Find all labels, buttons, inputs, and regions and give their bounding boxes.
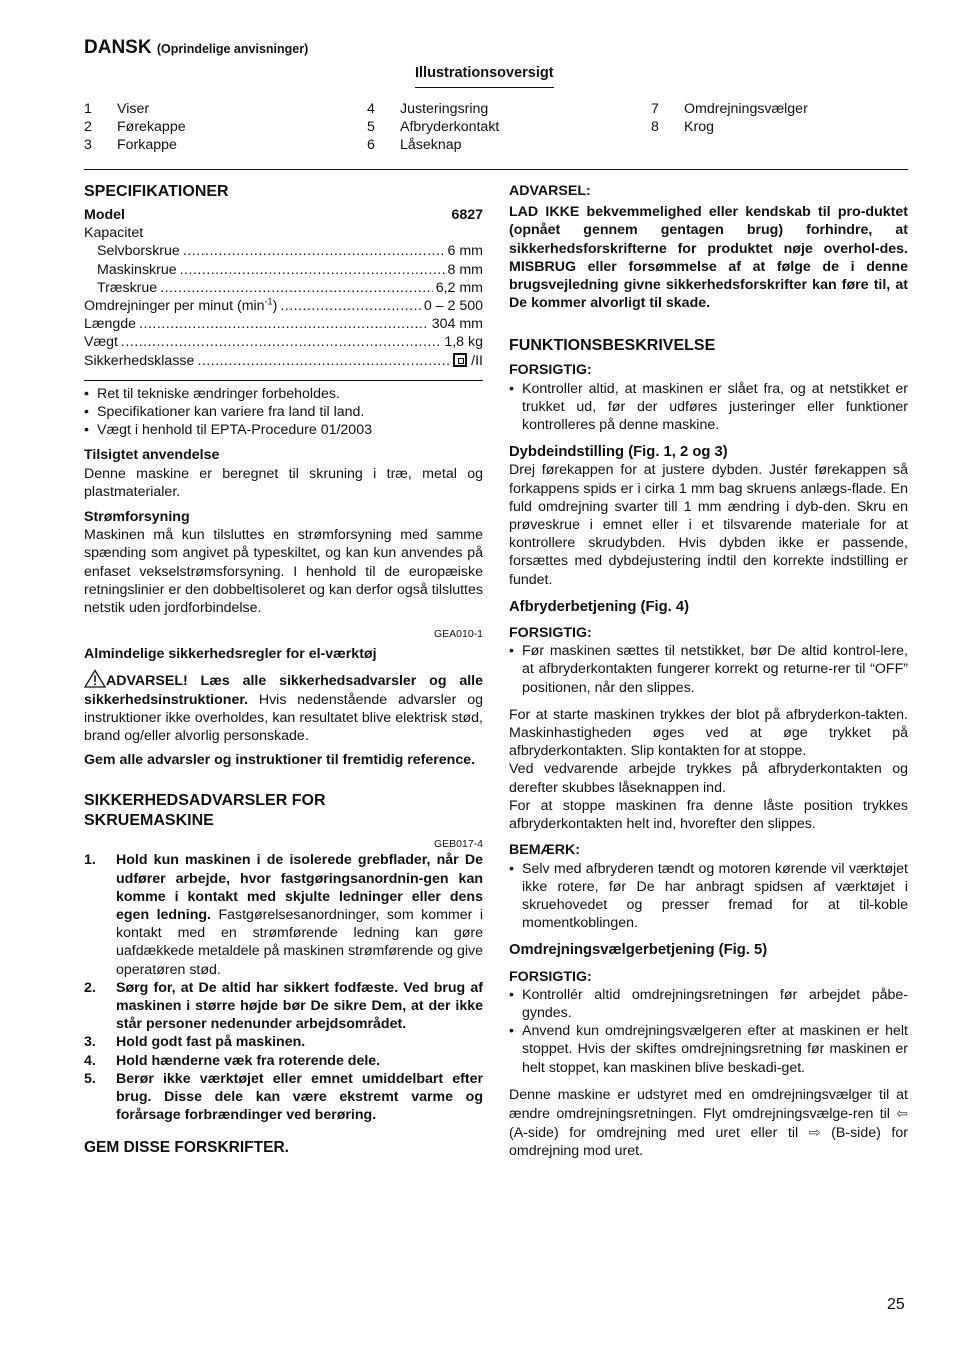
spec-row-traeskrue	[84, 279, 483, 297]
left-column	[84, 182, 483, 1158]
leader-dots	[160, 279, 433, 297]
legend-label: Justeringsring	[400, 101, 489, 117]
legend-column-3	[651, 100, 808, 136]
legend-item	[367, 118, 499, 136]
list-item: 2. Sørg for, at De altid har sikkert fodfæste. Ved brug af maskinen i større højde bør De sikre Dem, at der ikke står personer nedenunder arbejdsområdet.	[84, 979, 483, 1033]
list-item: 1. Hold kun maskinen i de isolerede grebflader, når De udfører arbejde, hvor fastgøringsanordnin-gen kan komme i kontakt med skjulte ledninger eller dens egen ledning. Fastgørelsesanordninger, som kommer i kontakt med en strømførende ledning kan gøre uafdækkede metaldele på maskinen strømførende og give operatøren stød.	[84, 852, 483, 978]
legend-number: 3	[84, 137, 92, 153]
divider	[84, 169, 908, 170]
legend-number: 5	[367, 119, 375, 135]
caution-item: • Anvend kun omdrejningsvælgeren efter at maskinen er helt stoppet. Hvis der skiftes omdrejningsretning før maskinen er helt stoppet, kan maskinen blive beskadi-get.	[509, 1022, 908, 1077]
legend-label: Låseknap	[400, 137, 462, 153]
depth-title: Dybdeindstilling (Fig. 1, 2 og 3)	[509, 444, 728, 461]
spec-label: Længde	[84, 316, 137, 333]
spec-label	[84, 297, 277, 315]
spec-label: Maskinskrue	[97, 261, 177, 278]
spec-row-maskinskrue	[84, 261, 483, 279]
reverse-text: Denne maskine er udstyret med en omdrejningsvælger til at ændre omdrejningsretningen. Flyt omdrejningsvælge-ren til	[509, 1086, 908, 1122]
legend-item	[84, 100, 186, 118]
spec-value: 304 mm	[431, 316, 483, 333]
spec-row-selvborskrue	[84, 242, 483, 260]
spec-note: • Specifikationer kan variere fra land til land.	[84, 403, 483, 421]
spec-row-vaegt	[84, 333, 483, 351]
language-title: DANSK	[84, 37, 152, 58]
switch-paragraph: For at stoppe maskinen fra denne låste position trykkes afbryderkontakten helt ind, hvorefter den slippes.	[509, 797, 908, 833]
model-label: Model	[84, 207, 125, 223]
legend-item	[651, 100, 808, 118]
legend-number: 6	[367, 137, 375, 153]
spec-value: 0 – 2 500	[423, 297, 483, 314]
rpm-label-end: )	[272, 297, 278, 314]
general-safety-title: Almindelige sikkerhedsregler for el-værktøj	[84, 646, 377, 663]
leader-dots	[197, 352, 450, 370]
spec-row-laengde	[84, 315, 483, 333]
illustration-overview-title: Illustrationsoversigt	[415, 64, 554, 88]
title-line: SKRUEMASKINE	[84, 812, 214, 830]
spec-title: SPECIFIKATIONER	[84, 183, 229, 200]
leader-dots	[121, 333, 441, 351]
spec-value: 8 mm	[447, 261, 483, 278]
leader-dots	[183, 242, 445, 260]
screwdriver-safety-title	[84, 791, 483, 831]
legend-item	[367, 136, 499, 154]
legend-label: Krog	[684, 119, 714, 135]
reverse-title: Omdrejningsvælgerbetjening (Fig. 5)	[509, 942, 768, 959]
legend-label: Viser	[117, 101, 150, 117]
warning-text: LAD IKKE bekvemmelighed eller kendskab til pro-duktet (opnået gennem gentagen brug) forhindre, at sikkerhedsforskrifterne for produktet nøje overhol-des. MISBRUG eller forsømmelse af at følge de i denne brugsvejledning givne sikkerhedsforskrifter kan føre til, at De kommer alvorligt til skade.	[509, 204, 908, 312]
caution-item: • Kontrollér altid omdrejningsretningen før arbejdet påbe-gyndes.	[509, 986, 908, 1022]
leader-dots	[180, 261, 445, 279]
leader-dots	[280, 297, 421, 315]
intended-use-title: Tilsigtet anvendelse	[84, 447, 220, 464]
legend-column-2	[367, 100, 499, 154]
spec-value: 1,8 kg	[444, 334, 483, 351]
spec-label: Selvborskrue	[97, 243, 180, 260]
switch-paragraph: For at starte maskinen trykkes der blot på afbryderkon-takten. Maskinhastigheden øges ved at øge trykket på afbryderkontakten. Slip kontakten for at stoppe.	[509, 706, 908, 760]
warning-bold: ADVARSEL! Læs alle sikkerhedsadvarsler og alle sikkerhedsinstruktioner.	[84, 673, 483, 708]
legend-number: 2	[84, 119, 92, 135]
depth-text: Drej førekappen for at justere dybden. Justér førekappen så forkappens spids er i cirka 1 mm bag skruens anlægs-flade. En fuld omdrejning svarter till 1 mm ændring i dyb-den. Skru en prøveskrue i emnet eller i et tilsvarende materiale for at kontrollere skrudybden. Hvis dybden ikke er passende, forsættes med dybdejustering indtil den korrekte indstilling er fundet.	[509, 462, 908, 588]
item-text: Fastgørelsesanordninger, som kommer i kontakt med en strømførende ledning kan gøre uafdækkede metaldele på maskinen strømførende og give operatøren stød.	[116, 906, 483, 978]
legend-number: 1	[84, 101, 92, 117]
spec-label: Sikkerhedsklasse	[84, 352, 195, 369]
power-supply-text: Maskinen må kun tilsluttes en strømforsyning med samme spænding som angivet på typeskiltet, og kan kun anvendes på enfaset vekselstrømsforsyning. I henhold til de europæiske retningslinier er den dobbeltisoleret og kan derfor også tilsluttes netstik uden jordforbindelse.	[84, 527, 483, 616]
legend-number: 4	[367, 101, 375, 117]
right-column	[509, 182, 908, 1161]
keep-instructions: Gem alle advarsler og instruktioner til fremtidig reference.	[84, 752, 476, 769]
legend-column-1	[84, 100, 186, 154]
model-row	[84, 206, 483, 224]
reverse-paragraph	[509, 1086, 908, 1161]
document-code: GEB017-4	[433, 838, 483, 851]
spec-value: 6,2 mm	[435, 279, 483, 296]
spec-row-sikkerhedsklasse	[84, 352, 483, 370]
model-value: 6827	[451, 207, 483, 223]
item-text: Hold godt fast på maskinen.	[116, 1034, 306, 1051]
legend-label: Førekappe	[117, 119, 186, 135]
legend-label: Omdrejningsvælger	[684, 101, 808, 117]
spec-note: • Vægt i henhold til EPTA-Procedure 01/2003	[84, 421, 483, 439]
page-header	[84, 36, 308, 61]
legend-item	[367, 100, 499, 118]
caution-label: FORSIGTIG:	[509, 625, 592, 642]
reverse-text: (A-side) for omdrejning med uret eller til	[509, 1125, 809, 1142]
class-value: /II	[471, 352, 483, 369]
rpm-label: Omdrejninger per minut (min	[84, 297, 265, 314]
arrow-right-icon: ⇨	[808, 1124, 821, 1141]
capacity-label: Kapacitet	[84, 225, 144, 242]
spec-note: • Ret til tekniske ændringer forbeholdes.	[84, 385, 483, 403]
item-text: Hold hænderne væk fra roterende dele.	[116, 1052, 381, 1069]
list-item: 3. Hold godt fast på maskinen.	[84, 1033, 483, 1051]
power-supply-title: Strømforsyning	[84, 508, 190, 525]
item-text: Sørg for, at De altid har sikkert fodfæste. Ved brug af maskinen i større højde bør De sikre Dem, at der ikke står personer nedenunder arbejdsområdet.	[116, 979, 483, 1033]
screwdriver-safety-list	[84, 851, 483, 1124]
switch-title: Afbryderbetjening (Fig. 4)	[509, 598, 690, 615]
spec-value	[453, 352, 483, 370]
switch-paragraph: Ved vedvarende arbejde trykkes på afbryderkontakten og derefter skubbes låseknappen ind.	[509, 761, 908, 796]
spec-value: 6 mm	[447, 243, 483, 260]
legend-number: 8	[651, 119, 659, 135]
warning-label: ADVARSEL:	[509, 183, 591, 199]
rpm-exponent: -1	[264, 296, 273, 307]
caution-label: FORSIGTIG:	[509, 968, 592, 985]
spec-label: Træskrue	[97, 279, 158, 296]
leader-dots	[139, 315, 429, 333]
save-instructions: GEM DISSE FORSKRIFTER.	[84, 1139, 289, 1157]
warning-text: Hvis nedenstående advarsler og instruktioner ikke overholdes, kan resultatet blive elektrisk stød, brand og/eller alvorlig personskade.	[84, 691, 483, 744]
legend-number: 7	[651, 101, 659, 117]
note-item: • Selv med afbryderen tændt og motoren kørende vil værktøjet ikke rotere, før De har anbragt spidsen af værktøjet i skruehovedet og presser fremad for at til-koble momentkoblingen.	[509, 860, 908, 933]
title-line: SIKKERHEDSADVARSLER FOR	[84, 792, 326, 810]
arrow-left-icon: ⇦	[896, 1104, 908, 1121]
reverse-text: (B-side) for omdrejning mod uret.	[509, 1125, 908, 1160]
intended-use-text: Denne maskine er beregnet til skruning i træ, metal og plastmaterialer.	[84, 465, 483, 500]
legend-item	[651, 118, 808, 136]
page-number: 25	[887, 1296, 905, 1313]
item-bold: Hold kun maskinen i de isolerede grebflader, når De udfører arbejde, hvor fastgøringsanordnin-gen kan komme i kontakt med skjulte ledninger eller dens egen ledning.	[116, 852, 483, 923]
spec-row-omdrejninger	[84, 297, 483, 315]
language-subtitle: (Oprindelige anvisninger)	[156, 42, 309, 56]
spec-label: Vægt	[84, 334, 118, 351]
document-code: GEA010-1	[433, 628, 483, 641]
note-label: BEMÆRK:	[509, 842, 580, 859]
legend-item	[84, 136, 186, 154]
caution-item: • Kontroller altid, at maskinen er slået fra, og at netstikket er trukket ud, før der udføres justeringer eller funktioner kontrolleres på denne maskine.	[509, 380, 908, 435]
caution-label: FORSIGTIG:	[509, 362, 592, 379]
legend-label: Afbryderkontakt	[400, 119, 500, 135]
legend-label: Forkappe	[117, 137, 177, 153]
double-insulation-icon	[453, 353, 467, 367]
warning-triangle-icon	[84, 673, 106, 689]
general-warning	[84, 669, 483, 745]
spec-notes	[84, 380, 483, 440]
list-item: 4. Hold hænderne væk fra roterende dele.	[84, 1052, 483, 1070]
legend-item	[84, 118, 186, 136]
caution-item: • Før maskinen sættes til netstikket, bør De altid kontrol-lere, at afbryderkontakten fungerer korrekt og returne-rer til “OFF” positionen, når den slippes.	[509, 642, 908, 697]
item-text: Berør ikke værktøjet eller emnet umiddelbart efter brug. Disse dele kan være ekstremt varme og forårsage forbrændinger ved berøring.	[116, 1070, 483, 1124]
list-item: 5. Berør ikke værktøjet eller emnet umiddelbart efter brug. Disse dele kan være ekstremt varme og forårsage forbrændinger ved berøring.	[84, 1070, 483, 1124]
function-title: FUNKTIONSBESKRIVELSE	[509, 337, 716, 355]
